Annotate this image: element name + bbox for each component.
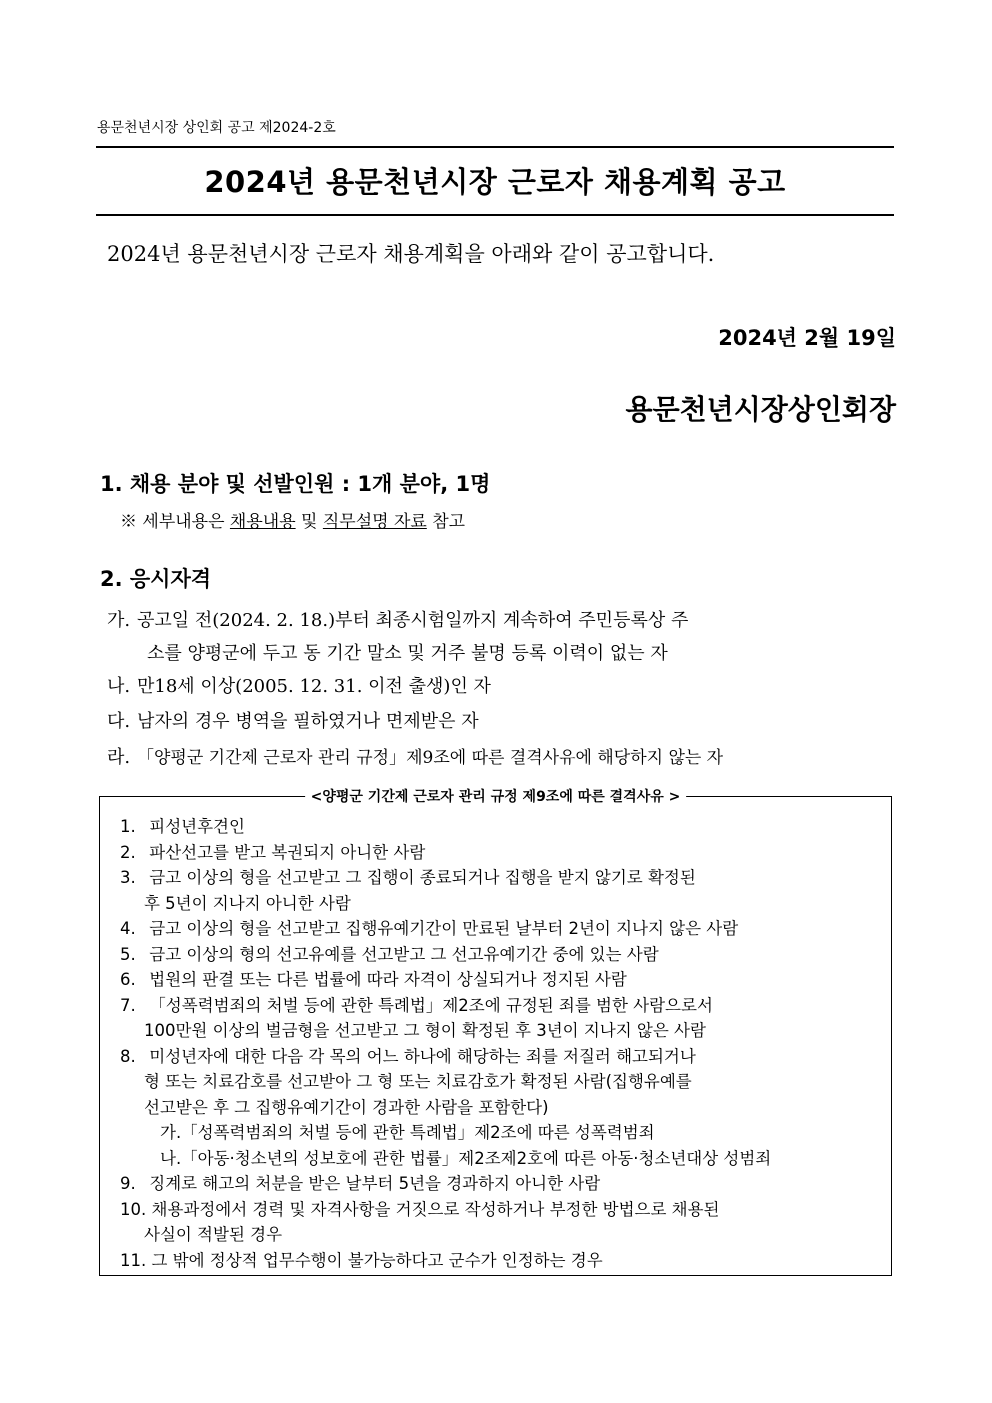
item-marker: 나. bbox=[107, 676, 131, 697]
line-text: 피성년후견인 bbox=[149, 817, 245, 836]
disqualification-line bbox=[120, 993, 885, 1019]
disqualification-line bbox=[120, 840, 885, 866]
qualification-item bbox=[107, 707, 897, 733]
item-text: 「양평군 기간제 근로자 관리 규정」제9조에 따른 결격사유에 해당하지 않는 자 bbox=[137, 748, 724, 768]
disqualification-line bbox=[120, 1120, 885, 1146]
line-text: 징계로 해고의 처분을 받은 날부터 5년을 경과하지 아니한 사람 bbox=[149, 1174, 601, 1193]
disqualification-line bbox=[120, 1018, 885, 1044]
line-text: 나.「아동·청소년의 성보호에 관한 법률」제2조제2호에 따른 아동·청소년대상 성범죄 bbox=[160, 1148, 772, 1168]
line-number: 6. bbox=[120, 970, 136, 989]
line-text: 법원의 판결 또는 다른 법률에 따라 자격이 상실되거나 정지된 사람 bbox=[149, 970, 627, 989]
note-suffix: 참고 bbox=[432, 512, 466, 532]
qualification-item bbox=[107, 672, 897, 698]
intro-text: 2024년 용문천년시장 근로자 채용계획을 아래와 같이 공고합니다. bbox=[107, 242, 715, 266]
line-text: 100만원 이상의 벌금형을 선고받고 그 형이 확정된 후 3년이 지나지 않은 사람 bbox=[144, 1021, 706, 1040]
item-text: 만18세 이상(2005. 12. 31. 이전 출생)인 자 bbox=[137, 676, 491, 697]
note-prefix: ※ 세부내용은 bbox=[120, 512, 225, 532]
issuer: 용문천년시장상인회장 bbox=[625, 393, 896, 426]
disqualification-line bbox=[120, 942, 885, 968]
section1-note bbox=[120, 507, 465, 532]
line-number: 8. bbox=[120, 1046, 136, 1066]
link-recruitment-details[interactable]: 채용내용 bbox=[229, 512, 296, 532]
item-marker: 다. bbox=[107, 711, 131, 732]
line-number: 5. bbox=[120, 944, 136, 964]
disqualification-line bbox=[120, 891, 885, 917]
line-number: 11. bbox=[120, 1250, 147, 1270]
section2-heading: 2. 응시자격 bbox=[100, 567, 212, 591]
line-text: 선고받은 후 그 집행유예기간이 경과한 사람을 포함한다) bbox=[144, 1097, 549, 1117]
disqualification-line bbox=[120, 1146, 885, 1172]
line-number: 7. bbox=[120, 995, 136, 1015]
line-number: 4. bbox=[120, 919, 136, 938]
disqualification-line bbox=[120, 1222, 885, 1248]
section1-heading: 1. 채용 분야 및 선발인원 : 1개 분야, 1명 bbox=[100, 472, 491, 496]
item-marker: 라. bbox=[107, 747, 131, 768]
qualification-item bbox=[107, 743, 897, 769]
line-text: 채용과정에서 경력 및 자격사항을 거짓으로 작성하거나 부정한 방법으로 채용된 bbox=[151, 1199, 720, 1219]
item-text: 공고일 전(2024. 2. 18.)부터 최종시험일까지 계속하여 주민등록상 주 bbox=[137, 610, 689, 631]
item-text: 남자의 경우 병역을 필하였거나 면제받은 자 bbox=[137, 711, 479, 732]
top-rule bbox=[96, 146, 894, 148]
link-job-description[interactable]: 직무설명 자료 bbox=[322, 512, 427, 532]
line-text: 금고 이상의 형의 선고유예를 선고받고 그 선고유예기간 중에 있는 사람 bbox=[149, 944, 659, 964]
line-text: 사실이 적발된 경우 bbox=[144, 1225, 283, 1244]
title-rule bbox=[96, 214, 894, 216]
disqualification-line bbox=[120, 1069, 885, 1095]
line-text: 형 또는 치료감호를 선고받아 그 형 또는 치료감호가 확정된 사람(집행유예를 bbox=[144, 1072, 692, 1091]
line-text: 「성폭력범죄의 처벌 등에 관한 특례법」제2조에 규정된 죄를 범한 사람으로서 bbox=[149, 995, 713, 1015]
line-number: 10. bbox=[120, 1199, 147, 1219]
line-number: 2. bbox=[120, 842, 136, 862]
line-text: 파산선고를 받고 복권되지 아니한 사람 bbox=[149, 842, 426, 862]
disqualification-list bbox=[120, 814, 885, 1273]
disqualification-line bbox=[120, 916, 885, 942]
line-text: 후 5년이 지나지 아니한 사람 bbox=[144, 893, 351, 913]
disqualification-line bbox=[120, 1044, 885, 1070]
line-number: 3. bbox=[120, 868, 136, 887]
disqualification-line bbox=[120, 967, 885, 993]
disqualification-line bbox=[120, 1171, 885, 1197]
notice-number: 용문천년시장 상인회 공고 제2024-2호 bbox=[97, 120, 336, 136]
line-text: 가.「성폭력범죄의 처벌 등에 관한 특례법」제2조에 따른 성폭력범죄 bbox=[160, 1123, 655, 1142]
disqualification-line bbox=[120, 865, 885, 891]
disqualification-line bbox=[120, 814, 885, 840]
disqualification-line bbox=[120, 1095, 885, 1121]
item-marker: 가. bbox=[107, 610, 131, 631]
disqualification-line bbox=[120, 1248, 885, 1274]
item-text-cont: 소를 양평군에 두고 동 기간 말소 및 거주 불명 등록 이력이 없는 자 bbox=[147, 643, 668, 664]
line-text: 미성년자에 대한 다음 각 목의 어느 하나에 해당하는 죄를 저질러 해고되거나 bbox=[149, 1046, 696, 1066]
disqualification-box bbox=[99, 789, 892, 1276]
line-number: 1. bbox=[120, 817, 136, 836]
line-text: 금고 이상의 형을 선고받고 그 집행이 종료되거나 집행을 받지 않기로 확정된 bbox=[149, 868, 696, 887]
page-title: 2024년 용문천년시장 근로자 채용계획 공고 bbox=[204, 165, 786, 199]
qualification-item bbox=[107, 604, 897, 670]
note-mid: 및 bbox=[301, 512, 318, 532]
notice-date: 2024년 2월 19일 bbox=[718, 326, 896, 350]
box-title: <양평군 기간제 근로자 관리 규정 제9조에 따른 결격사유 > bbox=[305, 786, 687, 806]
disqualification-line bbox=[120, 1197, 885, 1223]
line-number: 9. bbox=[120, 1174, 136, 1193]
line-text: 금고 이상의 형을 선고받고 집행유예기간이 만료된 날부터 2년이 지나지 않은 사람 bbox=[149, 919, 739, 938]
line-text: 그 밖에 정상적 업무수행이 불가능하다고 군수가 인정하는 경우 bbox=[151, 1250, 603, 1270]
